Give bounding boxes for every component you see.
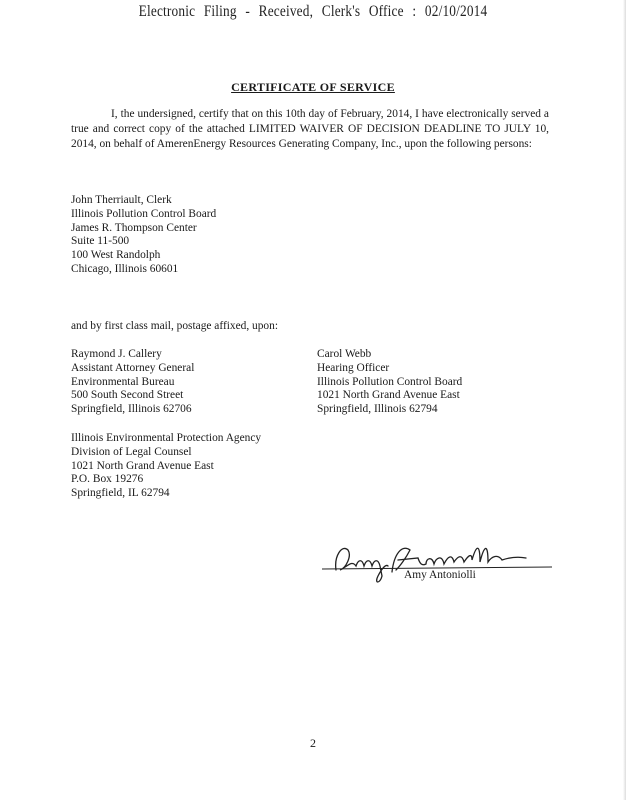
- address-line: Illinois Pollution Control Board: [317, 375, 463, 388]
- address-line: Springfield, Illinois 62706: [71, 403, 192, 416]
- address-line: Illinois Environmental Protection Agency: [71, 432, 262, 444]
- page-number: 2: [310, 736, 316, 750]
- address-block-clerk: [71, 194, 216, 277]
- address-line: John Therriault, Clerk: [71, 194, 172, 206]
- certificate-title: CERTIFICATE OF SERVICE: [231, 80, 395, 94]
- certification-paragraph: I, the undersigned, certify that on this 10th day of February, 2014, I have electronically served a true and correct copy of the attached LIMITED WAIVER OF DECISION DEADLINE TO JULY 10, 2014, on behalf of AmerenEnergy Resources Generating Company, Inc., upon the following persons:: [71, 108, 549, 150]
- address-line: Springfield, Illinois 62794: [317, 403, 438, 416]
- address-line: P.O. Box 19276: [71, 473, 144, 486]
- address-line: Environmental Bureau: [71, 375, 175, 388]
- address-line: 500 South Second Street: [71, 389, 184, 402]
- address-block-webb: [317, 348, 462, 417]
- address-line: 1021 North Grand Avenue East: [317, 389, 460, 402]
- address-block-iepa: [71, 432, 261, 501]
- address-line: Chicago, Illinois 60601: [71, 262, 179, 275]
- address-block-callery: [71, 348, 194, 417]
- address-line: Assistant Attorney General: [71, 361, 195, 374]
- address-line: 100 West Randolph: [71, 249, 161, 262]
- filing-stamp: Electronic Filing - Received, Clerk's Office : 02/10/2014: [138, 3, 488, 20]
- address-line: Raymond J. Callery: [71, 348, 162, 360]
- mail-service-line: and by first class mail, postage affixed, upon:: [71, 320, 278, 332]
- address-line: Division of Legal Counsel: [71, 445, 192, 458]
- address-line: Illinois Pollution Control Board: [71, 207, 217, 220]
- address-line: 1021 North Grand Avenue East: [71, 459, 214, 472]
- address-line: Hearing Officer: [317, 361, 390, 374]
- signer-name: Amy Antoniolli: [404, 569, 476, 581]
- address-line: Springfield, IL 62794: [71, 487, 170, 500]
- address-line: Suite 11-500: [71, 235, 130, 248]
- address-line: Carol Webb: [317, 348, 372, 360]
- address-line: James R. Thompson Center: [71, 221, 197, 234]
